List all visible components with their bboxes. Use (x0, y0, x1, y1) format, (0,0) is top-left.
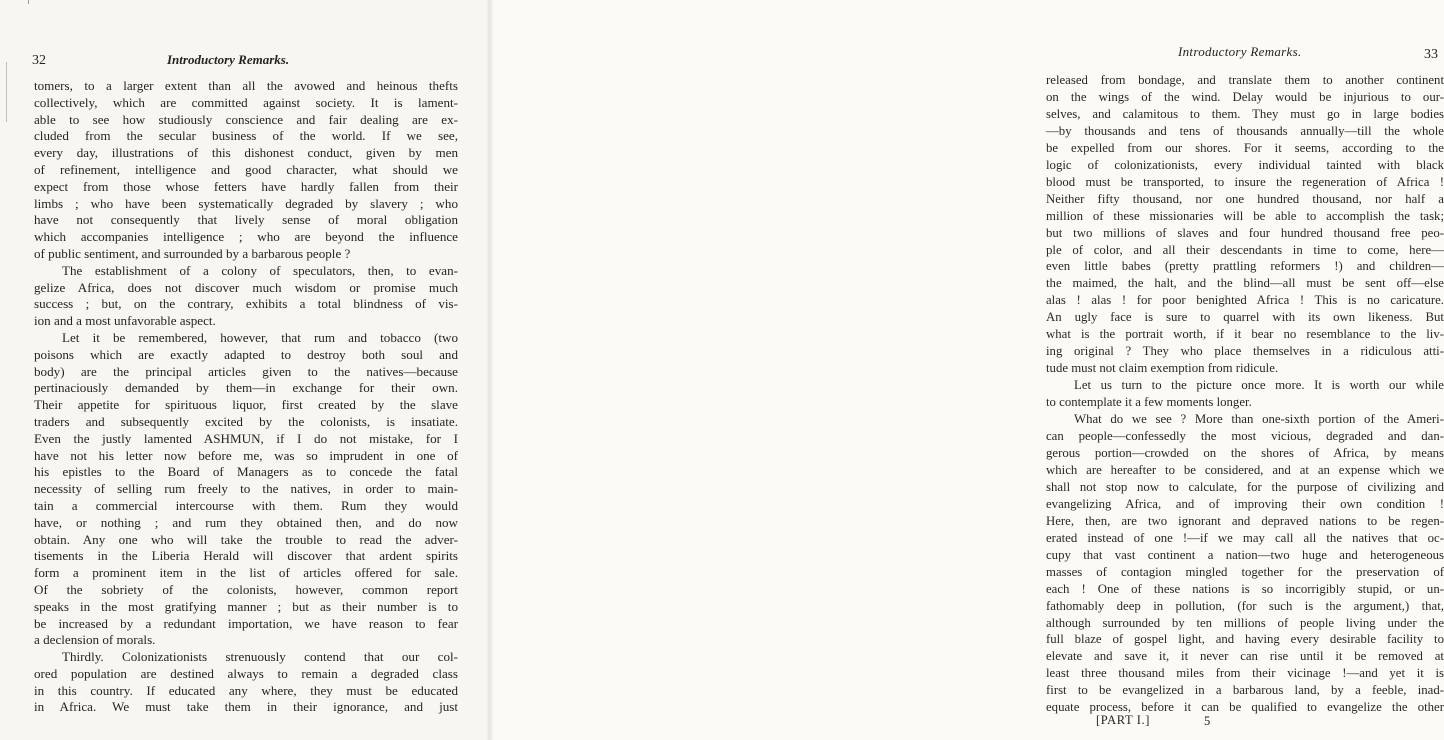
page-number-left: 32 (32, 53, 46, 68)
text-line: million of these missionaries will be able to accomplish the task; (1046, 208, 1444, 223)
text-line: of refinement, intelligence and good character, what should we (34, 161, 458, 177)
body-text-right (1046, 72, 1444, 716)
text-line: alas ! alas ! for poor benighted Africa ! This is no caricature. (1046, 293, 1444, 308)
text-line: elevate and save it, it never can rise until it be removed at (1046, 649, 1444, 664)
text-line: ple of color, and all their descendants in time to come, here— (1046, 242, 1444, 257)
text-line: even little babes (pretty prattling reformers !) and children— (1046, 259, 1444, 274)
text-line: tude must not claim exemption from ridicule. (1046, 361, 1279, 376)
text-line: erated instead of one !—if we may call all the natives that oc- (1046, 530, 1444, 545)
text-line: every day, illustrations of this dishonest conduct, given by men (34, 145, 458, 161)
text-line: Even the justly lamented ASHMUN, if I do not mistake, for I (34, 430, 458, 446)
text-line: shall not stop now to calculate, for the purpose of civilizing and (1046, 479, 1444, 494)
text-line: in Africa. We must take them in their ignorance, and just (34, 699, 458, 715)
text-line: of public sentiment, and surrounded by a barbarous people ? (34, 245, 351, 261)
left-page (0, 0, 490, 740)
text-line: What do we see ? More than one-sixth portion of the Ameri- (1074, 412, 1444, 427)
text-line: have, or nothing ; and rum they obtained then, and do now (34, 514, 458, 530)
text-line: released from bondage, and translate them to another continent (1046, 73, 1444, 87)
text-line: An ugly face is sure to quarrel with its own likeness. But (1046, 310, 1444, 325)
text-line: ored population are destined always to remain a degraded class (34, 665, 458, 681)
text-line: the maimed, the halt, and the blind—all must be sent off—else (1046, 276, 1444, 291)
text-line: which accompanies intelligence ; who are beyond the influence (34, 229, 458, 245)
text-line: tisements in the Liberia Herald will discover that ardent spirits (34, 548, 458, 564)
page-number-right: 33 (1424, 47, 1438, 62)
text-line: tomers, to a larger extent than all the avowed and heinous thefts (34, 78, 458, 93)
text-line: full blaze of gospel light, and having every desirable facility to (1046, 632, 1444, 647)
page-edge-shadow (6, 62, 7, 122)
text-line: collectively, which are committed against society. It is lament- (34, 94, 458, 110)
text-line: obtain. Any one who will take the trouble to read the adver- (34, 531, 458, 547)
text-line: form a prominent item in the list of articles offered for sale. (34, 565, 458, 581)
text-line: pertinaciously demanded by them—in exchange for their own. (34, 380, 458, 396)
text-line: —by thousands and tens of thousands annually—till the whole (1046, 123, 1444, 138)
text-line: have not consequently that lively sense of moral obligation (34, 212, 458, 228)
text-line: logic of colonizationists, every individual tainted with black (1046, 157, 1444, 172)
text-line: selves, and calamitous to them. They must go in large bodies (1046, 106, 1444, 121)
page-edge-mark (28, 0, 29, 4)
text-line: equate process, before it can be qualified to evangelize the other (1046, 700, 1444, 715)
signature-number: 5 (1204, 714, 1211, 728)
signature-mark: [PART I.] (1096, 713, 1150, 727)
text-line: cupy that vast continent a nation—two huge and heterogeneous (1046, 547, 1444, 562)
text-line: a declension of morals. (34, 632, 156, 648)
text-line: tain a commercial intercourse with them. Rum they would (34, 497, 458, 513)
text-line: speaks in the most gratifying manner ; but as their number is to (34, 598, 458, 614)
text-line: traders and subsequently excited by the colonists, is insatiate. (34, 413, 458, 429)
text-line: Neither fifty thousand, nor one hundred thousand, nor half a (1046, 191, 1444, 206)
text-line: blood must be transported, to insure the regeneration of Africa ! (1046, 174, 1444, 189)
text-line: but two millions of slaves and four hundred thousand free peo- (1046, 225, 1444, 240)
text-line: on the wings of the wind. Delay would be injurious to our- (1046, 89, 1444, 104)
text-line: although surrounded by ten millions of people living under the (1046, 615, 1444, 630)
text-line: Thirdly. Colonizationists strenuously contend that our col- (62, 649, 458, 665)
text-line: masses of contagion mingled together for the preservation of (1046, 564, 1444, 579)
text-line: Their appetite for spirituous liquor, first created by the slave (34, 397, 458, 413)
text-line: body) are the principal articles given to the natives—because (34, 363, 458, 379)
text-line: least three thousand miles from their vicinage !—and yet it is (1046, 666, 1444, 681)
text-line: evangelizing Africa, and of improving their own condition ! (1046, 496, 1444, 511)
text-line: gelize Africa, does not discover much wisdom or promise much (34, 279, 458, 295)
text-line: ion and a most unfavorable aspect. (34, 313, 216, 329)
text-line: Of the sobriety of the colonists, however, common report (34, 581, 458, 597)
text-line: Let it be remembered, however, that rum and tobacco (two (62, 329, 458, 345)
right-page (490, 0, 1444, 740)
text-line: able to see how studiously conscience and fair dealing are ex- (34, 111, 458, 127)
text-line: limbs ; who have been systematically degraded by slavery ; who (34, 195, 458, 211)
text-line: each ! One of these nations is so incorrigibly stupid, or un- (1046, 581, 1444, 596)
text-line: what is the portrait worth, if it bear no resemblance to the liv- (1046, 327, 1444, 342)
body-text-left (34, 78, 458, 716)
text-line: ing original ? They who place themselves in a ridiculous atti- (1046, 344, 1444, 359)
text-line: fathomably deep in pollution, (for such is the argument,) that, (1046, 598, 1444, 613)
text-line: poisons which are exactly adapted to destroy both soul and (34, 346, 458, 362)
text-line: have not his letter now before me, was so imprudent in one of (34, 447, 458, 463)
text-line: be increased by a redundant importation, we have reason to fear (34, 615, 458, 631)
text-line: expect from those whose fetters have hardly fallen from their (34, 178, 458, 194)
text-line: be expelled from our shores. For it seems, according to the (1046, 140, 1444, 155)
text-line: to contemplate it a few moments longer. (1046, 395, 1252, 410)
text-line: The establishment of a colony of speculators, then, to evan- (62, 262, 458, 278)
text-line: Let us turn to the picture once more. It is worth our while (1074, 378, 1444, 393)
text-line: which are hereafter to be considered, and at an expense which we (1046, 462, 1444, 477)
text-line: cluded from the secular business of the world. If we see, (34, 128, 458, 144)
book-gutter (486, 0, 494, 740)
text-line: necessity of selling rum freely to the natives, in order to main- (34, 481, 458, 497)
text-line: can people—confessedly the most vicious, degraded and dan- (1046, 429, 1444, 444)
text-line: in this country. If educated any where, they must be educated (34, 682, 458, 698)
running-head-right: Introductory Remarks. (1178, 44, 1302, 59)
text-line: his epistles to the Board of Managers as to concede the fatal (34, 464, 458, 480)
text-line: first to be evangelized in a barbarous land, by a feeble, inad- (1046, 683, 1444, 698)
text-line: success ; but, on the contrary, exhibits a total blindness of vis- (34, 296, 458, 312)
text-line: Here, then, are two ignorant and depraved nations to be regen- (1046, 513, 1444, 528)
text-line: gerous portion—crowded on the shores of Africa, by means (1046, 445, 1444, 460)
running-head-left: Introductory Remarks. (167, 52, 290, 67)
